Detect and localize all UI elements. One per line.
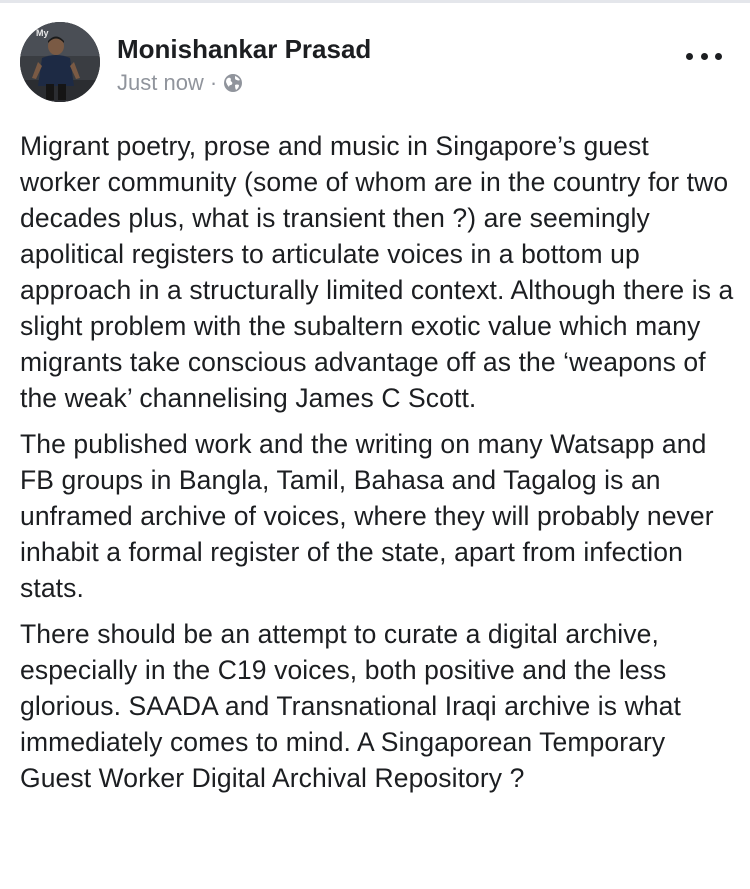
more-options-icon[interactable] (686, 46, 722, 66)
post-paragraph: There should be an attempt to curate a digital archive, especially in the C19 voices, both positive and the less glorious. SAADA and Transnational Iraqi archive is what immediately comes to mind. A Singaporean Temporary Guest Worker Digital Archival Repository ? (20, 619, 681, 793)
more-dot (701, 53, 708, 60)
post-header (20, 20, 730, 104)
avatar[interactable] (20, 22, 100, 102)
more-dot (686, 53, 693, 60)
more-dot (715, 53, 722, 60)
post-text (20, 128, 735, 806)
meta-separator: · (209, 70, 218, 95)
avatar-image (20, 22, 100, 102)
post-meta (117, 70, 243, 96)
post-timestamp[interactable]: Just now (117, 70, 204, 95)
author-name[interactable]: Monishankar Prasad (117, 34, 372, 64)
post-paragraph: Migrant poetry, prose and music in Singapore’s guest worker community (some of whom are in the country for two decades plus, what is transient then ?) are seemingly apolitical registers to articulate voices in a bottom up approach in a structurally limited context. Although there is a slight problem with the subaltern exotic value which many migrants take conscious advantage off as the ‘weapons of the weak’ channelising James C Scott. (20, 131, 734, 413)
avatar-sign-text: My (36, 28, 49, 38)
globe-icon[interactable] (223, 73, 243, 93)
top-divider (0, 0, 750, 3)
post-paragraph: The published work and the writing on many Watsapp and FB groups in Bangla, Tamil, Bahasa and Tagalog is an unframed archive of voices, where they will probably never inhabit a formal register of the state, apart from infection stats. (20, 429, 714, 603)
